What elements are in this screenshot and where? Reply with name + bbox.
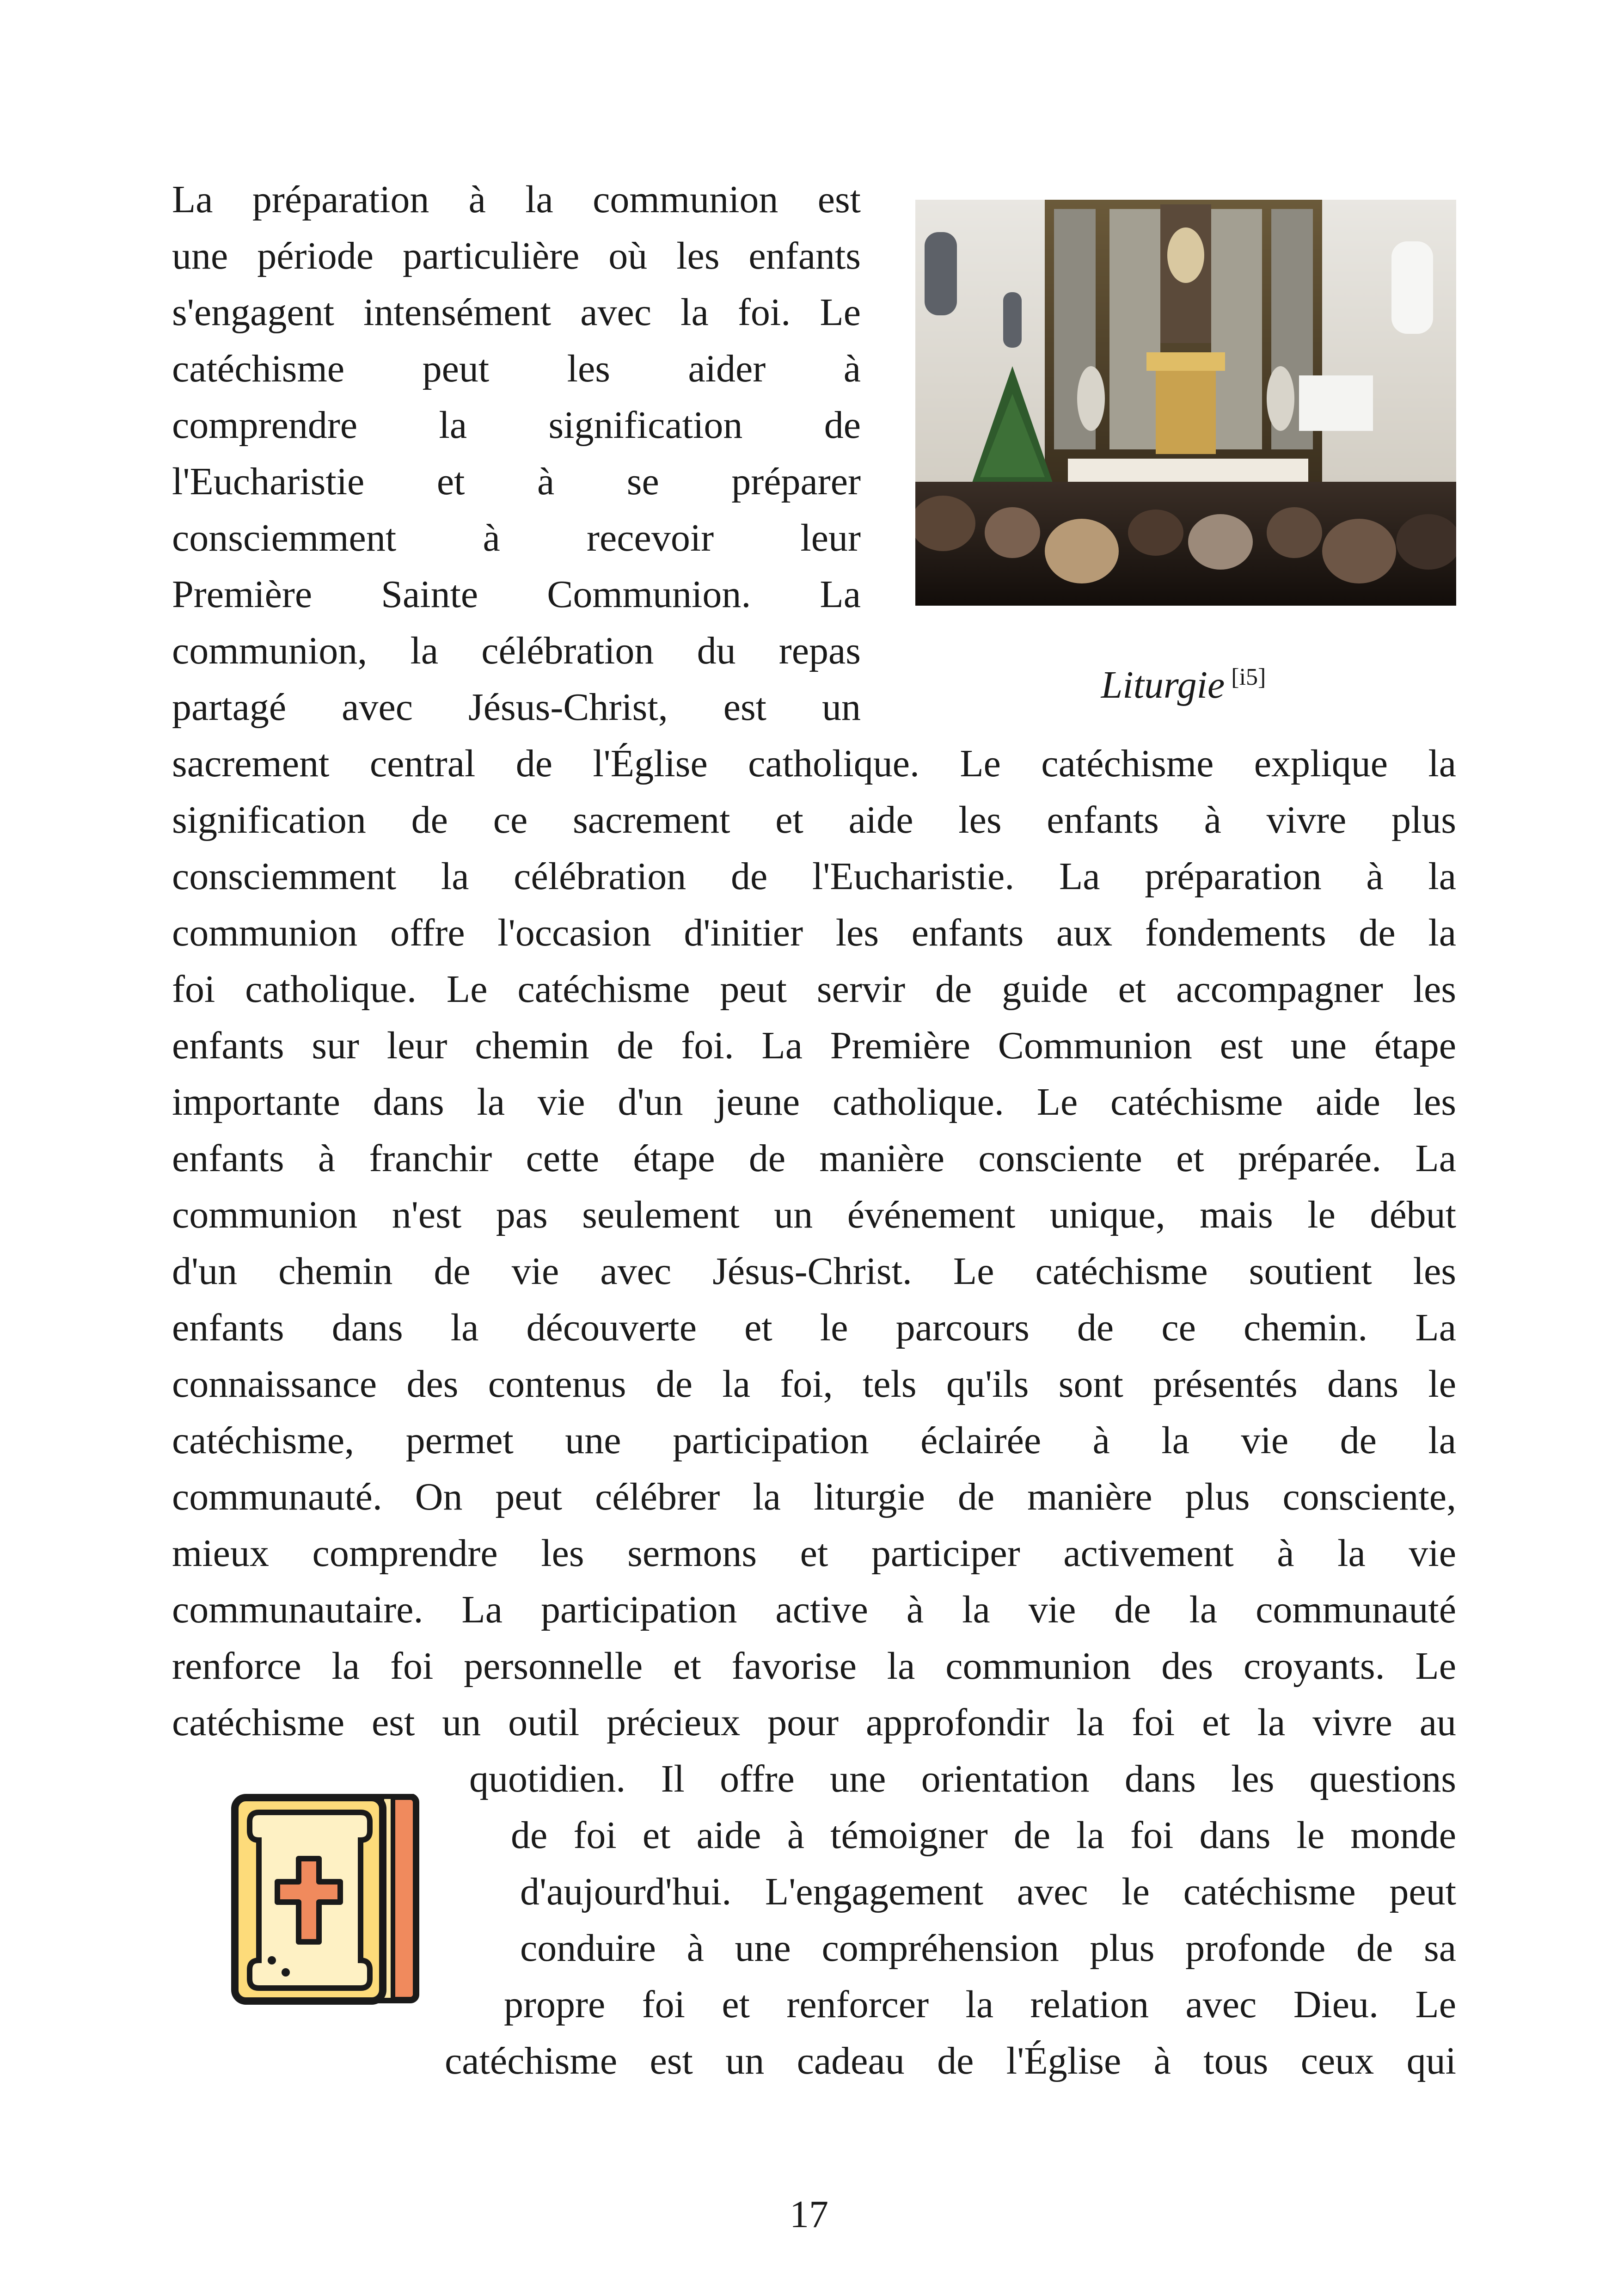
text-line: de foi et aide à témoigner de la foi dans le monde bbox=[511, 1814, 1456, 1857]
text-line: communion offre l'occasion d'initier les enfants aux fondements de la bbox=[172, 911, 1456, 954]
text-line: catéchisme peut les aider à bbox=[172, 347, 861, 390]
text-line: mieux comprendre les sermons et participer activement à la vie bbox=[172, 1532, 1456, 1575]
text-line: enfants à franchir cette étape de manière consciente et préparée. La bbox=[172, 1137, 1456, 1180]
page-number: 17 bbox=[790, 2193, 828, 2236]
text-line: d'aujourd'hui. L'engagement avec le catéchisme peut bbox=[520, 1870, 1456, 1913]
text-line: catéchisme est un outil précieux pour approfondir la foi et la vivre au bbox=[172, 1701, 1456, 1744]
text-line: l'Eucharistie et à se préparer bbox=[172, 460, 861, 503]
caption-reference: [i5] bbox=[1231, 664, 1266, 690]
text-line: partagé avec Jésus-Christ, est un bbox=[172, 686, 861, 729]
text-line: communion n'est pas seulement un événement unique, mais le début bbox=[172, 1193, 1456, 1236]
text-line: conduire à une compréhension plus profonde de sa bbox=[520, 1927, 1456, 1970]
text-line: sacrement central de l'Église catholique. Le catéchisme explique la bbox=[172, 742, 1456, 785]
text-line: Première Sainte Communion. La bbox=[172, 573, 861, 616]
text-line: catéchisme, permet une participation éclairée à la vie de la bbox=[172, 1419, 1456, 1462]
text-line: enfants dans la découverte et le parcours de ce chemin. La bbox=[172, 1306, 1456, 1349]
figure-caption bbox=[971, 652, 1396, 706]
text-line: signification de ce sacrement et aide les enfants à vivre plus bbox=[172, 798, 1456, 841]
text-line: communauté. On peut célébrer la liturgie de manière plus consciente, bbox=[172, 1475, 1456, 1518]
liturgy-photo bbox=[915, 200, 1456, 606]
text-line: s'engagent intensément avec la foi. Le bbox=[172, 291, 861, 334]
text-line: enfants sur leur chemin de foi. La Première Communion est une étape bbox=[172, 1024, 1456, 1067]
text-line: propre foi et renforcer la relation avec Dieu. Le bbox=[504, 1983, 1456, 2026]
text-line: comprendre la signification de bbox=[172, 404, 861, 447]
text-line: d'un chemin de vie avec Jésus-Christ. Le catéchisme soutient les bbox=[172, 1250, 1456, 1293]
caption-text: Liturgie bbox=[1101, 663, 1225, 706]
text-line: une période particulière où les enfants bbox=[172, 234, 861, 277]
text-line: importante dans la vie d'un jeune catholique. Le catéchisme aide les bbox=[172, 1080, 1456, 1123]
text-line: catéchisme est un cadeau de l'Église à tous ceux qui bbox=[445, 2039, 1456, 2082]
text-line: communion, la célébration du repas bbox=[172, 629, 861, 672]
text-line: quotidien. Il offre une orientation dans les questions bbox=[469, 1757, 1456, 1800]
text-line: La préparation à la communion est bbox=[172, 178, 861, 221]
text-line: consciemment la célébration de l'Eucharistie. La préparation à la bbox=[172, 855, 1456, 898]
text-line: communautaire. La participation active à la vie de la communauté bbox=[172, 1588, 1456, 1631]
bible-icon bbox=[231, 1794, 425, 2007]
text-line: foi catholique. Le catéchisme peut servir de guide et accompagner les bbox=[172, 968, 1456, 1011]
text-line: consciemment à recevoir leur bbox=[172, 516, 861, 559]
text-line: connaissance des contenus de la foi, tels qu'ils sont présentés dans le bbox=[172, 1363, 1456, 1406]
text-line: renforce la foi personnelle et favorise la communion des croyants. Le bbox=[172, 1645, 1456, 1688]
